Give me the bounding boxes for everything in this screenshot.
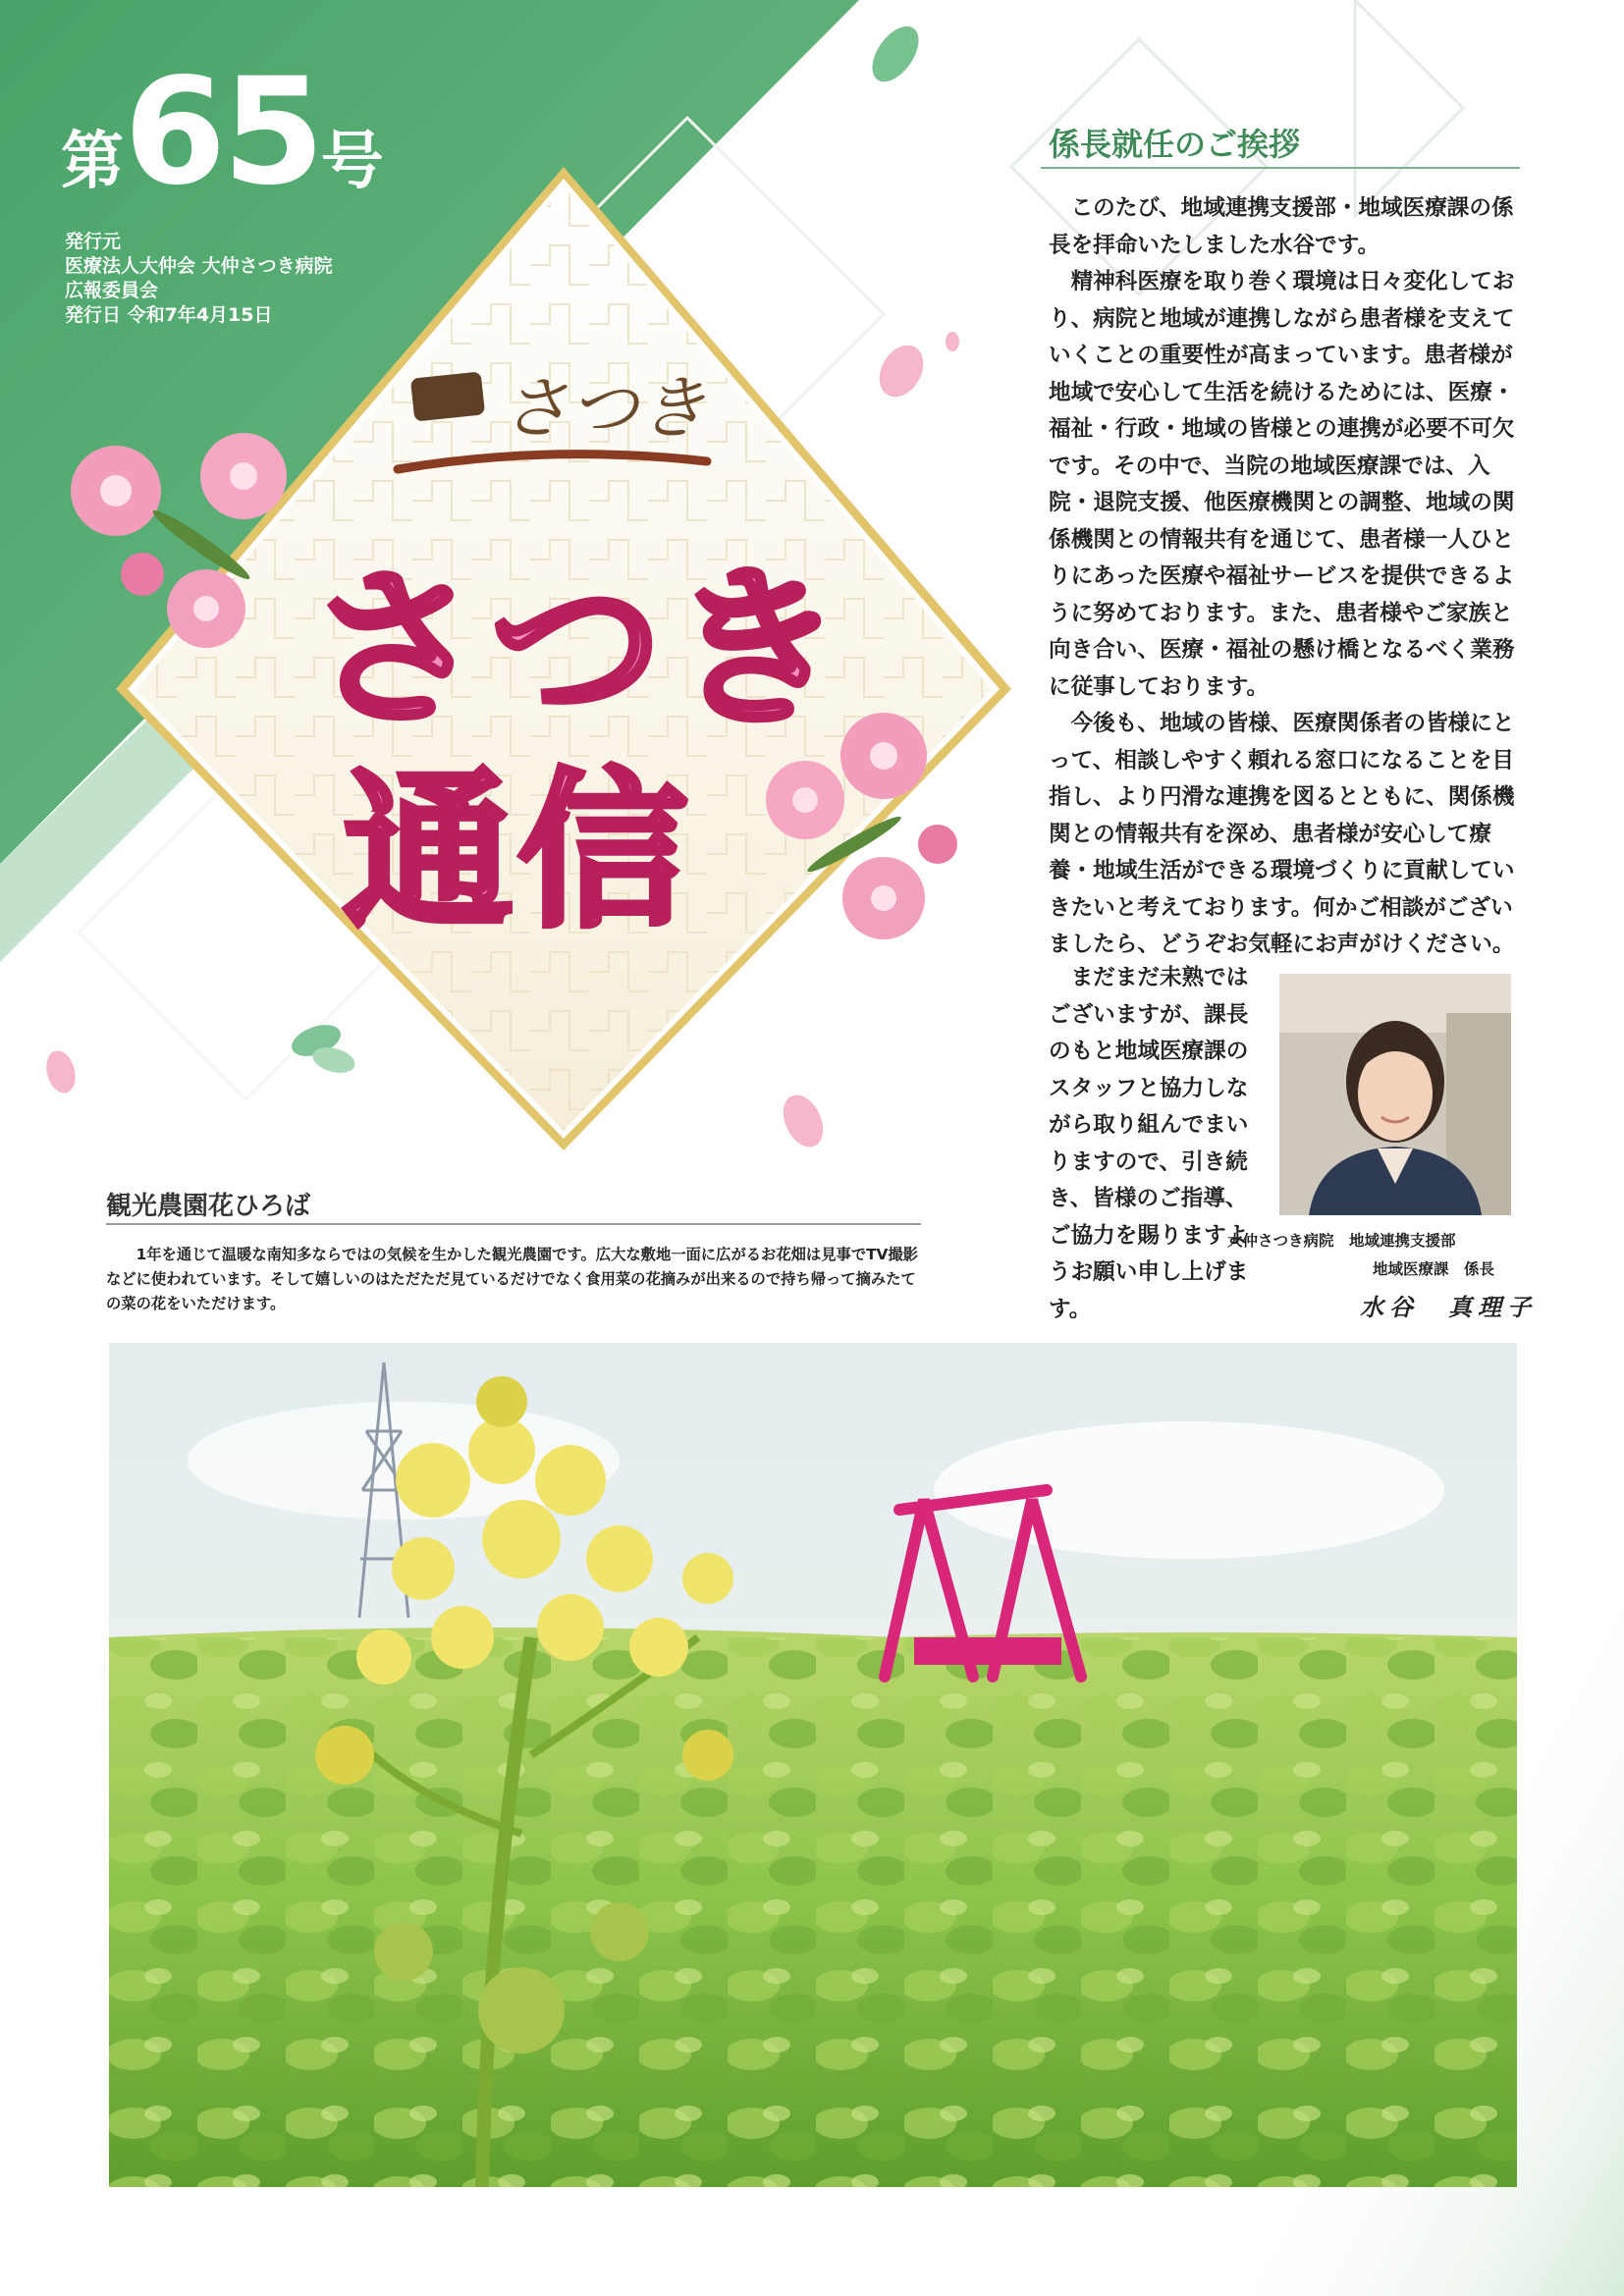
publisher-committee: 広報委員会 <box>65 280 159 301</box>
issue-number <box>61 47 384 218</box>
publisher-label: 発行元 <box>65 231 122 252</box>
newsletter-title-line2: 通信 <box>344 753 693 950</box>
issue-suffix: 号 <box>320 126 384 198</box>
logo-mark-icon <box>410 371 485 421</box>
greeting-paragraph: 今後も、地域の皆様、医療関係者の皆様にとって、相談しやすく頼れる窓口になることを目指し、より円滑な連携を図るとともに、関係機関との情報共有を深め、患者様が安心して療養・地域生活ができる環境づくりに貢献していきたいと考えております。何かご相談がございましたら、どうぞお気軽にお声がけください。 <box>1049 711 1515 957</box>
greeting-body <box>1049 190 1520 964</box>
issue-number-value: 65 <box>124 47 321 218</box>
flower-section-body <box>106 1243 927 1316</box>
signature-department: 地域医療課 係長 <box>1373 1260 1495 1278</box>
signature-organization: 大仲さつき病院 地域連携支援部 <box>1227 1232 1456 1250</box>
greeting-title: 係長就任のご挨拶 <box>1049 126 1301 163</box>
greeting-closing <box>1049 960 1267 1328</box>
greeting-closing-paragraph: まだまだ未熟ではございますが、課長のもと地域医療課のスタッフと協力しながら取り組んでまいりますので、引き続き、皆様のご指導、ご協力を賜りますようお願い申し上げます。 <box>1049 965 1249 1322</box>
flower-section-title: 観光農園花ひろば <box>106 1192 311 1221</box>
publish-date: 発行日 令和7年4月15日 <box>65 304 273 326</box>
canola-field-photo <box>109 1343 1517 2187</box>
greeting-paragraph: 精神科医療を取り巻く環境は日々変化しており、病院と地域が連携しながら患者様を支えていくことの重要性が高まっています。患者様が地域で安心して生活を続けるためには、医療・福祉・行政・地域の皆様との連携が必要不可欠です。その中で、当院の地域医療課では、入院・退院支援、他医療機関との調整、地域の関係機関との情報共有を通じて、患者様一人ひとりにあった医療や福祉サービスを提供できるように努めております。また、患者様やご家族と向き合い、医療・福祉の懸け橋となるべく業務に従事しております。 <box>1049 269 1515 700</box>
flower-section-paragraph: 1年を通じて温暖な南知多ならではの気候を生かした観光農園です。広大な敷地一面に広がるお花畑は見事でTV撮影などに使われています。そして嬉しいのはただただ見ているだけでなく食用菜の花摘みが出来るので持ち帰って摘みたての菜の花をいただけます。 <box>106 1246 918 1312</box>
signature-name: 水谷 真理子 <box>1360 1293 1537 1321</box>
greeting-paragraph: このたび、地域連携支援部・地域医療課の係長を拝命いたしました水谷です。 <box>1049 195 1514 258</box>
publisher-organization: 医療法人大仲会 大仲さつき病院 <box>65 255 333 277</box>
issue-prefix: 第 <box>61 126 124 198</box>
staff-portrait-photo <box>1279 974 1511 1215</box>
newsletter-title-line1: さつき <box>309 549 852 750</box>
flower-section-rule <box>106 1223 921 1225</box>
logo-text: さつき <box>501 368 707 449</box>
greeting-title-rule <box>1041 167 1520 169</box>
publisher-info <box>65 230 333 328</box>
